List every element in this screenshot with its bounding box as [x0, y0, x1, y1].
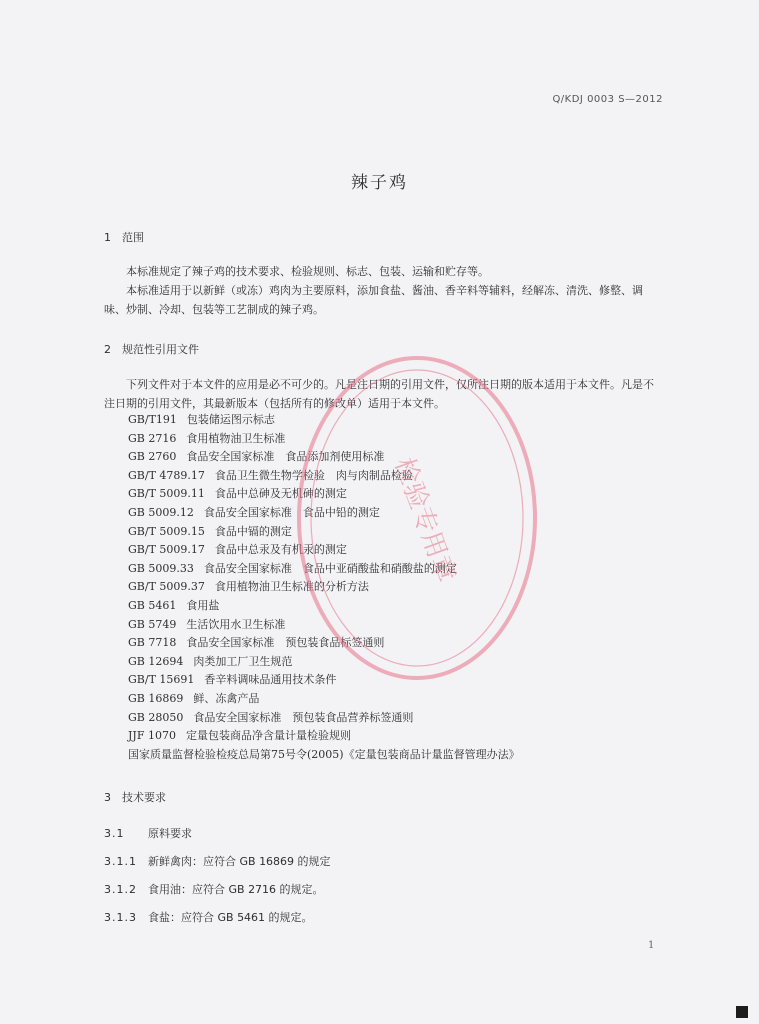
scope-paragraph-1: 本标准规定了辣子鸡的技术要求、检验规则、标志、包装、运输和贮存等。: [126, 265, 489, 278]
subsection-text: 食盐：应符合 GB 5461 的规定。: [148, 911, 313, 924]
reference-title: 食用盐: [186, 598, 220, 612]
reference-title: 食品安全国家标准 食品添加剂使用标准: [186, 450, 385, 464]
section-heading-technical: [104, 789, 166, 805]
section-number: 3: [104, 791, 111, 804]
subsection-number: 3.1: [104, 827, 125, 840]
official-seal-stamp: [292, 348, 542, 688]
section-heading-references: [104, 341, 199, 357]
reference-title: 国家质量监督检验检疫总局第75号令(2005)《定量包装商品计量监督管理办法》: [128, 747, 520, 761]
subsection-number: 3.1.2: [104, 883, 137, 896]
reference-title: 食品安全国家标准 预包装食品标签通则: [186, 636, 385, 650]
subsection-text: 原料要求: [148, 827, 192, 840]
reference-code: GB/T191: [128, 413, 177, 426]
reference-code: GB/T 5009.37: [128, 580, 205, 594]
reference-code: GB 5009.12: [128, 505, 194, 519]
reference-code: GB 16869: [128, 691, 184, 705]
reference-code: JJF 1070: [128, 729, 176, 743]
section-heading-scope: [104, 229, 144, 245]
reference-title: 食用植物油卫生标准的分析方法: [214, 580, 369, 594]
reference-title: 食用植物油卫生标准: [186, 431, 286, 445]
svg-text:检验专用章: 检验专用章: [388, 454, 461, 587]
scan-corner-mark: [736, 1006, 748, 1018]
reference-code: GB/T 15691: [128, 673, 195, 687]
reference-code: GB/T 5009.15: [128, 524, 205, 538]
reference-title: 食品中总砷及无机砷的测定: [214, 487, 347, 501]
reference-code: GB 5009.33: [128, 561, 194, 575]
reference-title: 肉类加工厂卫生规范: [193, 654, 293, 668]
reference-code: GB 5461: [128, 598, 177, 612]
subsection-number: 3.1.3: [104, 911, 137, 924]
reference-code: GB 28050: [128, 710, 184, 724]
subsection-3-1: [104, 825, 192, 841]
reference-item: [128, 709, 520, 728]
reference-item: [128, 690, 520, 709]
section-title: 范围: [122, 231, 144, 244]
subsection-3-1-3: [104, 909, 313, 925]
reference-code: GB/T 5009.11: [128, 487, 205, 501]
subsection-3-1-2: [104, 881, 324, 897]
reference-title: 生活饮用水卫生标准: [186, 617, 286, 631]
document-title: 辣子鸡: [351, 173, 408, 193]
subsection-number: 3.1.1: [104, 855, 137, 868]
reference-code: GB 7718: [128, 636, 177, 650]
reference-title: 定量包装商品净含量计量检验规则: [185, 729, 351, 743]
references-intro: 下列文件对于本文件的应用是必不可少的。凡是注日期的引用文件，仅所注日期的版本适用于本文件。凡是不注日期的引用文件，其最新版本（包括所有的修改单）适用于本文件。: [104, 378, 654, 410]
reference-title: 香辛料调味品通用技术条件: [204, 673, 337, 687]
reference-code: GB/T 4789.17: [128, 468, 205, 482]
page-number: 1: [648, 940, 655, 951]
reference-item: [128, 727, 520, 746]
document-code: Q/KDJ 0003 S—2012: [552, 94, 663, 105]
reference-title: 包装储运图示标志: [186, 413, 275, 426]
section-number: 1: [104, 231, 111, 244]
subsection-text: 新鲜禽肉：应符合 GB 16869 的规定: [148, 855, 331, 868]
reference-title: 食品中镉的测定: [214, 524, 292, 538]
reference-title: 食品安全国家标准 食品中亚硝酸盐和硝酸盐的测定: [203, 561, 457, 575]
reference-code: GB 12694: [128, 654, 184, 668]
subsection-3-1-1: [104, 853, 331, 869]
section-number: 2: [104, 343, 111, 356]
reference-code: GB/T 5009.17: [128, 543, 205, 557]
section-title: 技术要求: [122, 791, 166, 804]
reference-title: 鲜、冻禽产品: [193, 691, 260, 705]
reference-title: 食品安全国家标准 食品中铅的测定: [203, 505, 380, 519]
reference-title: 食品中总汞及有机汞的测定: [214, 543, 347, 557]
subsection-text: 食用油：应符合 GB 2716 的规定。: [148, 883, 324, 896]
reference-code: GB 5749: [128, 617, 177, 631]
reference-title: 食品安全国家标准 预包装食品营养标签通则: [193, 710, 414, 724]
section-title: 规范性引用文件: [122, 343, 199, 356]
scope-paragraph-2: 本标准适用于以新鲜（或冻）鸡肉为主要原料，添加食盐、酱油、香辛料等辅料，经解冻、清洗、修整、调味、炒制、冷却、包装等工艺制成的辣子鸡。: [104, 284, 643, 316]
reference-code: GB 2716: [128, 431, 177, 445]
reference-code: GB 2760: [128, 450, 177, 464]
reference-title: 食品卫生微生物学检验 肉与肉制品检验: [214, 468, 413, 482]
reference-item: [128, 746, 520, 765]
